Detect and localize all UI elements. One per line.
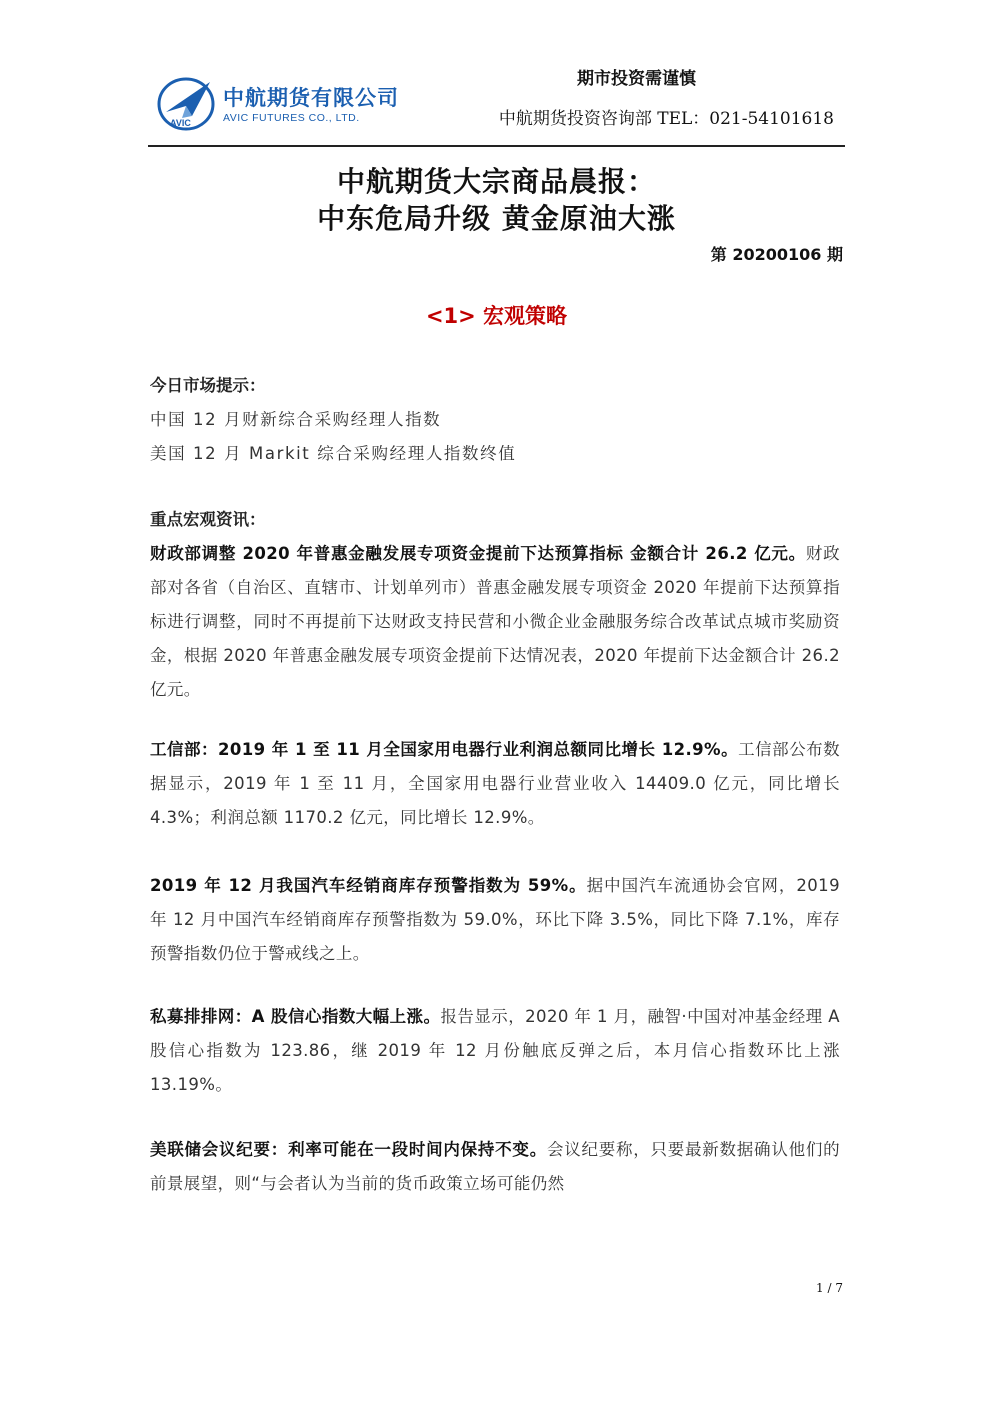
news-item (150, 733, 840, 835)
plane-emblem-icon (156, 72, 220, 136)
news-headline: 2019 年 12 月我国汽车经销商库存预警指数为 59%。 (150, 876, 587, 895)
issue-number: 第 20200106 期 (710, 245, 843, 264)
news-item (150, 869, 840, 971)
news-body: 报告显示，2020 年 1 月，融智·中国对冲基金经理 A 股信心指数为 123.86，继 2019 年 12 月份触底反弹之后，本月信心指数环比上涨 13.19%。 (150, 1007, 840, 1094)
report-title: 中航期货大宗商品晨报： (336, 165, 656, 198)
report-headline: 中东危局升级 黄金原油大涨 (317, 202, 676, 235)
news-headline: 财政部调整 2020 年普惠金融发展专项资金提前下达预算指标 金额合计 26.2 亿元。 (150, 544, 806, 563)
logo-badge-text: AVIC (170, 118, 191, 128)
today-label: 今日市场提示： (150, 376, 266, 395)
section-title: <1> 宏观策略 (425, 304, 568, 328)
news-item (150, 1133, 840, 1201)
logo-english-name: AVIC FUTURES CO., LTD. (223, 112, 360, 124)
news-item-block (150, 1000, 840, 1102)
news-section (150, 503, 840, 707)
news-body: 工信部公布数据显示，2019 年 1 至 11 月，全国家用电器行业营业收入 14409.0 亿元，同比增长 4.3%；利润总额 1170.2 亿元，同比增长 12.9%。 (150, 740, 840, 827)
page-number: 1 / 7 (816, 1281, 843, 1295)
news-body: 会议纪要称，只要最新数据确认他们的前景展望，则“与会者认为当前的货币政策立场可能仍然 (150, 1140, 840, 1193)
news-body: 财政部对各省（自治区、直辖市、计划单列市）普惠金融发展专项资金 2020 年提前下达预算指标进行调整，同时不再提前下达财政支持民营和小微企业金融服务综合改革试点城市奖励资金，根据 2020 年普惠金融发展专项资金提前下达情况表，2020 年提前下达金额合计 26.2 亿元。 (150, 544, 840, 699)
news-item (150, 1000, 840, 1102)
today-item: 中国 12 月财新综合采购经理人指数 (150, 410, 442, 429)
news-headline: 工信部：2019 年 1 至 11 月全国家用电器行业利润总额同比增长 12.9%。 (150, 740, 739, 759)
header-divider (148, 145, 845, 147)
contact-line: 中航期货投资咨询部 TEL：021-54101618 (498, 109, 834, 129)
news-item-block (150, 1133, 840, 1201)
risk-warning: 期市投资需谨慎 (577, 69, 696, 89)
news-body: 据中国汽车流通协会官网，2019 年 12 月中国汽车经销商库存预警指数为 59.0%，环比下降 3.5%，同比下降 7.1%，库存预警指数仍位于警戒线之上。 (150, 876, 840, 963)
company-logo (156, 72, 426, 138)
news-item (150, 537, 840, 707)
news-headline: 私募排排网：A 股信心指数大幅上涨。 (150, 1007, 441, 1026)
logo-chinese-name: 中航期货有限公司 (223, 86, 399, 110)
today-item: 美国 12 月 Markit 综合采购经理人指数终值 (150, 444, 517, 463)
news-item-block (150, 869, 840, 971)
news-label: 重点宏观资讯： (150, 510, 266, 529)
news-headline: 美联储会议纪要：利率可能在一段时间内保持不变。 (150, 1140, 547, 1159)
news-item-block (150, 733, 840, 835)
today-section (150, 369, 840, 471)
